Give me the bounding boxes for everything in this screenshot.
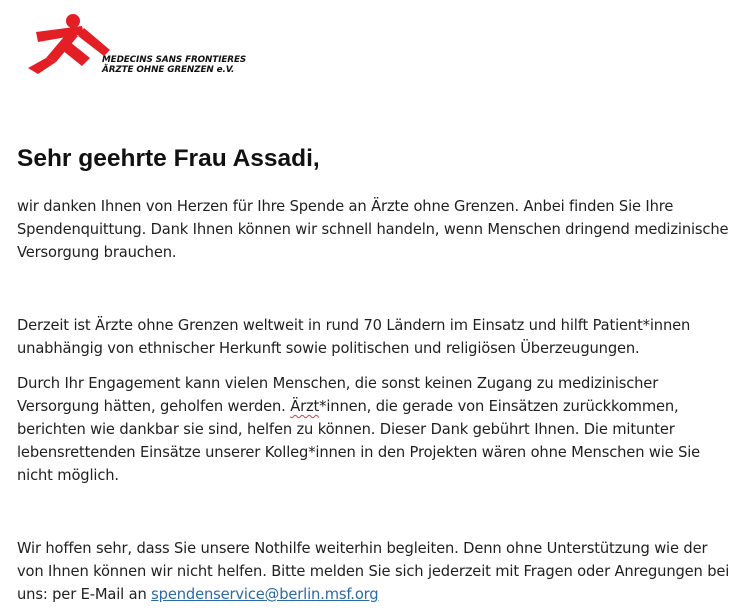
paragraph-contact [17, 537, 735, 606]
email-link[interactable]: spendenservice@berlin.msf.org [151, 586, 379, 603]
paragraph-thanks: wir danken Ihnen von Herzen für Ihre Spende an Ärzte ohne Grenzen. Anbei finden Sie Ihre Spendenquittung. Dank Ihnen können wir schnell handeln, wenn Menschen dringend medizinische Versorgung brauchen. [17, 198, 729, 261]
paragraph-engagement [17, 372, 735, 487]
spellcheck-flagged-word[interactable]: Ärzt [290, 398, 320, 415]
paragraph-mission: Derzeit ist Ärzte ohne Grenzen weltweit in rund 70 Ländern im Einsatz und hilft Patient*innen unabhängig von ethnischer Herkunft sowie politischen und religiösen Überzeugungen. [17, 317, 691, 357]
paragraph-contact-text: Wir hoffen sehr, dass Sie unsere Nothilfe weiterhin begleiten. Denn ohne Unterstützung wie der von Ihnen können wir nicht helfen. Bitte melden Sie sich jederzeit mit Fragen oder Anregungen bei uns: per E-Mail an [17, 540, 730, 603]
greeting-heading: Sehr geehrte Frau Assadi, [17, 145, 320, 172]
logo-line-1: MEDECINS SANS FRONTIERES [102, 55, 247, 65]
paragraph-engagement-start: Durch Ihr Engagement kann vielen Menschen, die sonst keinen Zugang zu medizinischer Versorgung hätten, geholfen werden. [17, 375, 659, 415]
logo-wordmark [102, 55, 246, 75]
paragraph-engagement-end: *innen, die gerade von Einsätzen zurückkommen, berichten wie dankbar sie sind, helfen zu können. Dieser Dank gebührt Ihnen. Die mitunter lebensrettenden Einsätze unserer Kolleg*innen in den Projekten wären ohne Menschen wie Sie nicht möglich. [17, 398, 701, 484]
logo-line-2: ÄRZTE OHNE GRENZEN e.V. [102, 65, 235, 75]
msf-logo [26, 12, 247, 82]
msf-running-man-icon [26, 12, 112, 76]
